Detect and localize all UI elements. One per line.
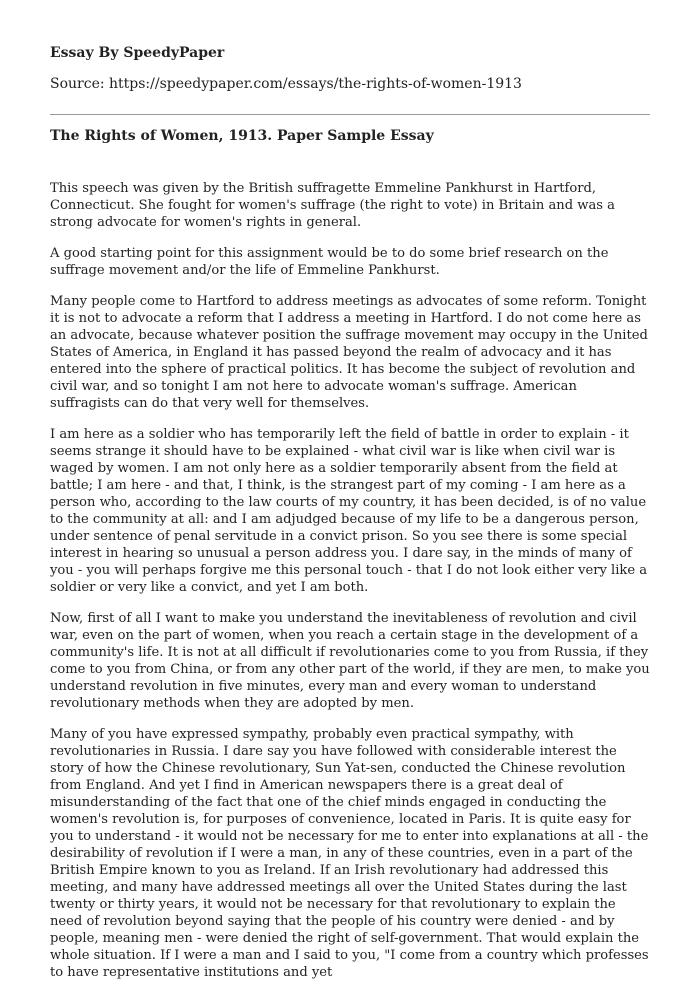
paragraph: Many people come to Hartford to address meetings as advocates of some reform. Tonight it is not to advocate a reform that I address a meeting in Hartford. I do not come here as an advocate, because whatever position the suffrage movement may occupy in the United States of America, in England it has passed beyond the realm of advocacy and it has entered into the sphere of practical politics. It has become the subject of revolution and civil war, and so tonight I am not here to advocate woman's suffrage. American suffragists can do that very well for themselves.: [50, 294, 648, 411]
paragraph: A good starting point for this assignment would be to do some brief research on the suffrage movement and/or the life of Emmeline Pankhurst.: [50, 246, 609, 278]
paragraph: I am here as a soldier who has temporarily left the field of battle in order to explain - it seems strange it should have to be explained - what civil war is like when civil war is waged by women. I am not only here as a soldier temporarily absent from the field at battle; I am here - and that, I think, is the strangest part of my coming - I am here as a person who, according to the law courts of my country, it has been decided, is of no value to the community at all: and I am adjudged because of my life to be a dangerous person, under sentence of penal servitude in a convict prison. So you see there is some special interest in hearing so unusual a person address you. I dare say, in the minds of many of you - you will perhaps forgive me this personal touch - that I do not look either very like a soldier or very like a convict, and yet I am both.: [50, 427, 648, 595]
header-divider: [50, 114, 650, 115]
essay-body: [50, 180, 650, 981]
paragraph: Now, first of all I want to make you understand the inevitableness of revolution and civil war, even on the part of women, when you reach a certain stage in the development of a community's life. It is not at all difficult if revolutionaries come to you from Russia, if they come to you from China, or from any other part of the world, if they are men, to make you understand revolution in five minutes, every man and every woman to understand revolutionary methods when they are adopted by men.: [50, 611, 650, 711]
source-line: Source: https://speedypaper.com/essays/the-rights-of-women-1913: [50, 76, 522, 92]
essay-title: The Rights of Women, 1913. Paper Sample Essay: [50, 128, 434, 144]
paragraph: This speech was given by the British suffragette Emmeline Pankhurst in Hartford, Connecticut. She fought for women's suffrage (the right to vote) in Britain and was a strong advocate for women's rights in general.: [50, 181, 615, 230]
paragraph: Many of you have expressed sympathy, probably even practical sympathy, with revolutionaries in Russia. I dare say you have followed with considerable interest the story of how the Chinese revolutionary, Sun Yat-sen, conducted the Chinese revolution from England. And yet I find in American newspapers there is a great deal of misunderstanding of the fact that one of the chief minds engaged in conducting the women's revolution is, for purposes of convenience, located in Paris. It is quite easy for you to understand - it would not be necessary for me to enter into explanations at all - the desirability of revolution if I were a man, in any of these countries, even in a part of the British Empire known to you as Ireland. If an Irish revolutionary had addressed this meeting, and many have addressed meetings all over the United States during the last twenty or thirty years, it would not be necessary for that revolutionary to explain the need of revolution beyond saying that the people of his country were denied - and by people, meaning men - were denied the right of self-government. That would explain the whole situation. If I were a man and I said to you, "I come from a country which professes to have representative institutions and yet: [50, 727, 649, 980]
brand-heading: Essay By SpeedyPaper: [50, 45, 225, 61]
